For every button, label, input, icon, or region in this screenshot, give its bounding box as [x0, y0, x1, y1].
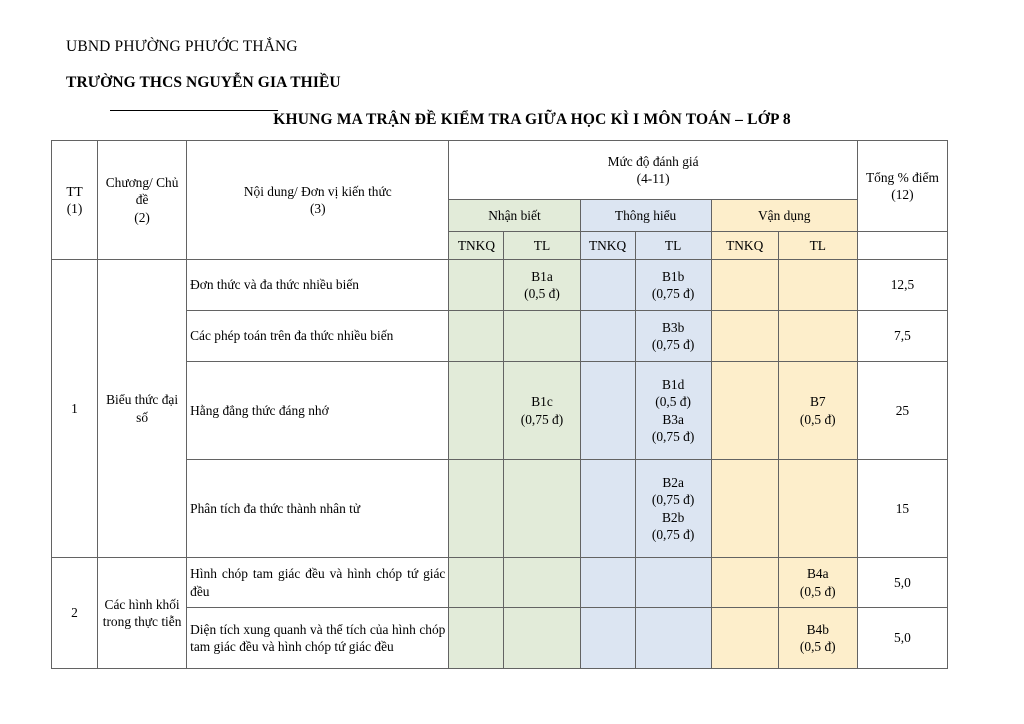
- cell-nb-tnkq: [449, 260, 504, 311]
- table-row: [52, 608, 948, 669]
- cell-nb-tnkq: [449, 311, 504, 362]
- table-row: [52, 460, 948, 558]
- cell-th-tl: B1d (0,5 đ) B3a (0,75 đ): [635, 362, 711, 460]
- header-level-application: Vận dụng: [711, 200, 857, 232]
- exam-matrix-table: [51, 140, 948, 669]
- content-cell: Hình chóp tam giác đều và hình chóp tứ giác đều: [187, 558, 449, 608]
- header-tt: TT (1): [52, 141, 98, 260]
- header-content: Nội dung/ Đơn vị kiến thức (3): [187, 141, 449, 260]
- cell-nb-tl: [504, 608, 580, 669]
- content-cell: Phân tích đa thức thành nhân tử: [187, 460, 449, 558]
- cell-vd-tnkq: [711, 558, 778, 608]
- header-vd-tl: TL: [778, 232, 857, 260]
- cell-vd-tnkq: [711, 362, 778, 460]
- cell-nb-tnkq: [449, 460, 504, 558]
- header-chapter: Chương/ Chủ đề (2): [98, 141, 187, 260]
- authority-name: UBND PHƯỜNG PHƯỚC THẮNG: [66, 38, 298, 55]
- cell-nb-tnkq: [449, 558, 504, 608]
- cell-vd-tl: B7 (0,5 đ): [778, 362, 857, 460]
- header-total-spacer: [857, 232, 947, 260]
- cell-nb-tl: [504, 460, 580, 558]
- cell-nb-tl: B1c (0,75 đ): [504, 362, 580, 460]
- content-cell: Đơn thức và đa thức nhiều biến: [187, 260, 449, 311]
- cell-vd-tnkq: [711, 608, 778, 669]
- cell-th-tnkq: [580, 558, 635, 608]
- table-row: [52, 558, 948, 608]
- header-total-percent: Tổng % điểm (12): [857, 141, 947, 232]
- cell-total: 25: [857, 362, 947, 460]
- cell-th-tl: [635, 608, 711, 669]
- header-th-tnkq: TNKQ: [580, 232, 635, 260]
- table-header-row-1: [52, 141, 948, 200]
- header-nb-tl: TL: [504, 232, 580, 260]
- header-th-tl: TL: [635, 232, 711, 260]
- letterhead: [66, 38, 486, 92]
- section-tt-2: 2: [52, 558, 98, 669]
- content-cell: Diện tích xung quanh và thể tích của hình chóp tam giác đều và hình chóp tứ giác đều: [187, 608, 449, 669]
- cell-nb-tl: [504, 558, 580, 608]
- cell-nb-tnkq: [449, 362, 504, 460]
- cell-vd-tnkq: [711, 311, 778, 362]
- cell-th-tnkq: [580, 608, 635, 669]
- section-chapter-2: Các hình khối trong thực tiễn: [98, 558, 187, 669]
- content-cell: Các phép toán trên đa thức nhiều biến: [187, 311, 449, 362]
- cell-th-tl: B1b (0,75 đ): [635, 260, 711, 311]
- cell-vd-tl: [778, 460, 857, 558]
- header-vd-tnkq: TNKQ: [711, 232, 778, 260]
- cell-vd-tnkq: [711, 460, 778, 558]
- header-assessment-level: Mức độ đánh giá (4-11): [449, 141, 857, 200]
- cell-vd-tnkq: [711, 260, 778, 311]
- cell-nb-tnkq: [449, 608, 504, 669]
- section-chapter-1: Biểu thức đại số: [98, 260, 187, 558]
- cell-th-tnkq: [580, 460, 635, 558]
- cell-th-tnkq: [580, 260, 635, 311]
- cell-nb-tl: [504, 311, 580, 362]
- header-level-recognition: Nhận biết: [449, 200, 580, 232]
- cell-th-tnkq: [580, 362, 635, 460]
- cell-th-tl: B2a (0,75 đ) B2b (0,75 đ): [635, 460, 711, 558]
- matrix-table-container: [51, 140, 948, 669]
- cell-total: 12,5: [857, 260, 947, 311]
- cell-th-tl: B3b (0,75 đ): [635, 311, 711, 362]
- cell-th-tnkq: [580, 311, 635, 362]
- table-row: [52, 362, 948, 460]
- cell-th-tl: [635, 558, 711, 608]
- school-name: TRƯỜNG THCS NGUYỄN GIA THIỀU: [66, 74, 341, 91]
- cell-total: 15: [857, 460, 947, 558]
- cell-vd-tl: [778, 260, 857, 311]
- header-level-comprehension: Thông hiểu: [580, 200, 711, 232]
- section-tt-1: 1: [52, 260, 98, 558]
- cell-total: 5,0: [857, 608, 947, 669]
- cell-total: 5,0: [857, 558, 947, 608]
- cell-nb-tl: B1a (0,5 đ): [504, 260, 580, 311]
- cell-vd-tl: B4b (0,5 đ): [778, 608, 857, 669]
- content-cell: Hằng đẳng thức đáng nhớ: [187, 362, 449, 460]
- table-row: [52, 260, 948, 311]
- cell-vd-tl: B4a (0,5 đ): [778, 558, 857, 608]
- table-row: [52, 311, 948, 362]
- cell-vd-tl: [778, 311, 857, 362]
- cell-total: 7,5: [857, 311, 947, 362]
- header-nb-tnkq: TNKQ: [449, 232, 504, 260]
- page-title: KHUNG MA TRẬN ĐỀ KIỂM TRA GIỮA HỌC KÌ I MÔN TOÁN – LỚP 8: [273, 111, 791, 128]
